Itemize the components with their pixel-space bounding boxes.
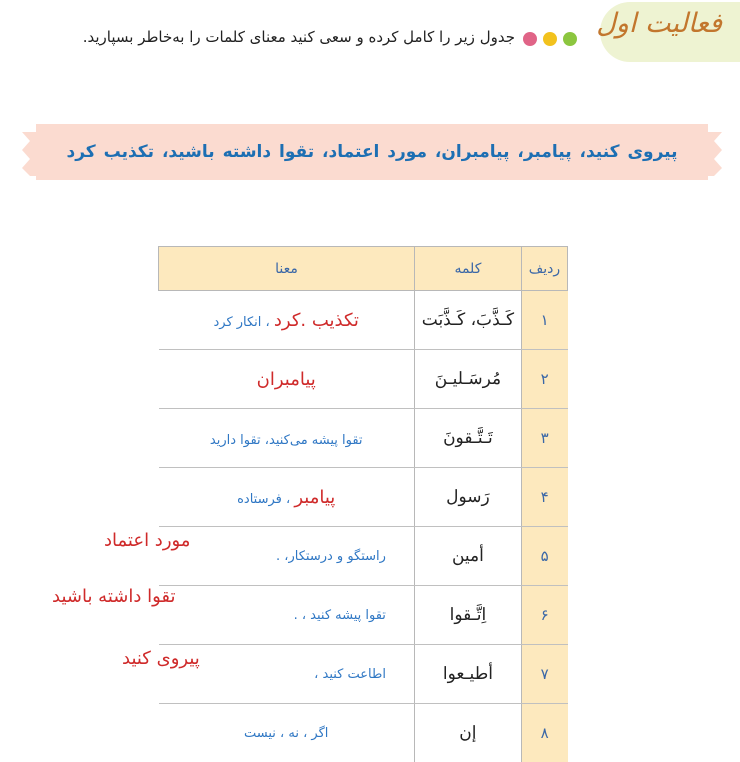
meaning-cell (159, 586, 415, 645)
table-row (159, 586, 568, 645)
arabic-word: رَسول (414, 468, 521, 527)
activity-title: فعالیت اول (596, 8, 722, 39)
table-row (159, 527, 568, 586)
header-row-number: ردیف (521, 247, 567, 291)
activity-badge (600, 2, 740, 62)
printed-meaning: ، انکار کرد (213, 315, 269, 330)
table-row (159, 291, 568, 350)
meaning-cell (159, 409, 415, 468)
handwritten-answer: پیامبران (257, 369, 316, 390)
meaning-cell (159, 704, 415, 762)
handwritten-answer: پیامبر (294, 487, 335, 508)
row-number: ۸ (521, 704, 567, 762)
printed-meaning: اطاعت کنید ، (314, 667, 386, 682)
word-bank-box (22, 124, 722, 180)
table-row (159, 645, 568, 704)
arabic-word: إن (414, 704, 521, 762)
green-dot-icon (563, 32, 577, 46)
header-meaning: معنا (159, 247, 415, 291)
printed-meaning: ، فرستاده (237, 492, 290, 507)
header-word: کلمه (414, 247, 521, 291)
printed-meaning: اگر ، نه ، نیست (244, 726, 328, 741)
table-row (159, 704, 568, 762)
meaning-cell (159, 291, 415, 350)
row-number: ۴ (521, 468, 567, 527)
handwritten-answer-row5: مورد اعتماد (104, 530, 190, 551)
word-bank-text: پیروی کنید، پیامبر، پیامبران، مورد اعتماد، تقوا داشته باشید، تکذیب کرد (22, 124, 722, 180)
vocabulary-table (158, 246, 568, 762)
row-number: ۶ (521, 586, 567, 645)
row-number: ۷ (521, 645, 567, 704)
table-row (159, 350, 568, 409)
decorative-dots (523, 32, 587, 48)
row-number: ۳ (521, 409, 567, 468)
printed-meaning: راستگو و درستکار، . (276, 549, 386, 564)
printed-meaning: تقوا پیشه کنید ، . (294, 608, 386, 623)
table-row (159, 468, 568, 527)
handwritten-answer-row6: تقوا داشته باشید (52, 586, 176, 607)
arabic-word: مُرسَـلیـنَ (414, 350, 521, 409)
printed-meaning: تقوا پیشه می‌کنید، تقوا دارید (210, 433, 363, 448)
yellow-dot-icon (543, 32, 557, 46)
handwritten-answer: تکذیب .کرد (274, 310, 359, 331)
row-number: ۲ (521, 350, 567, 409)
meaning-cell (159, 527, 415, 586)
pink-dot-icon (523, 32, 537, 46)
arabic-word: أطیـعوا (414, 645, 521, 704)
table-header-row (159, 247, 568, 291)
instruction-text: جدول زیر را کامل کرده و سعی کنید معنای کلمات را به‌خاطر بسپارید. (83, 28, 515, 46)
arabic-word: کَـذَّبَ، کَـذَّبَت (414, 291, 521, 350)
meaning-cell (159, 468, 415, 527)
arabic-word: تَـتَّـقونَ (414, 409, 521, 468)
meaning-cell (159, 350, 415, 409)
table-row (159, 409, 568, 468)
handwritten-answer-row7: پیروی کنید (122, 648, 200, 669)
arabic-word: اِتَّـقوا (414, 586, 521, 645)
row-number: ۵ (521, 527, 567, 586)
row-number: ۱ (521, 291, 567, 350)
arabic-word: أمین (414, 527, 521, 586)
